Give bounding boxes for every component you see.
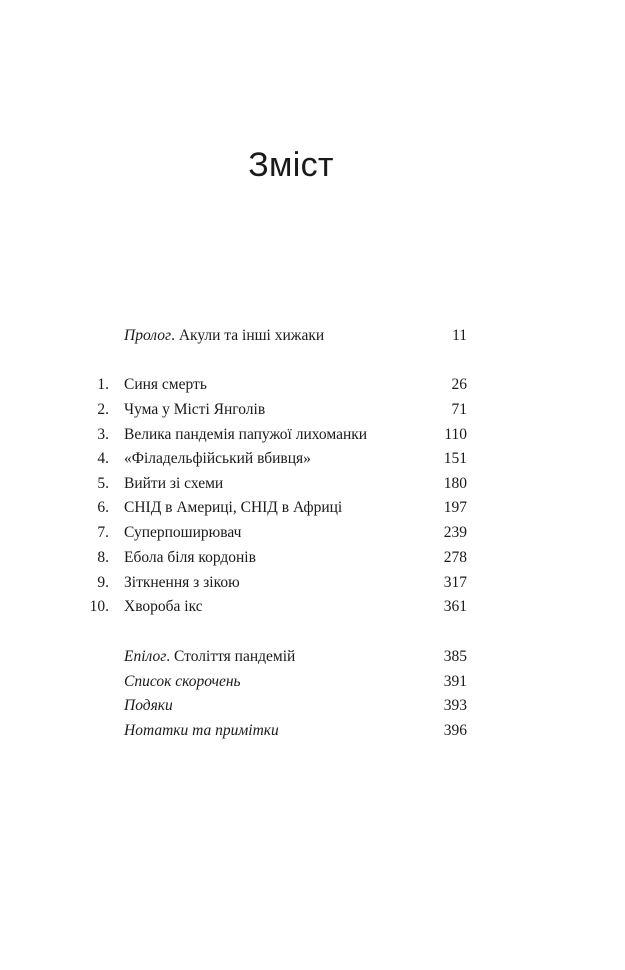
chapter-number: 9. xyxy=(97,574,109,591)
toc-entry-label-italic: Нотатки та примітки xyxy=(124,722,279,739)
toc-entry-page: 391 xyxy=(443,673,467,690)
chapter-title: Велика пандемія папужої лихоманки xyxy=(124,426,368,443)
chapter-page: 317 xyxy=(443,574,467,591)
chapter-number: 7. xyxy=(97,524,109,541)
chapter-number: 10. xyxy=(89,598,109,615)
toc-entry-label xyxy=(124,720,279,742)
toc-entry-back-matter xyxy=(0,695,625,717)
toc-entry-label-rest: . Акули та інші хижаки xyxy=(171,327,325,344)
toc-entry-chapter xyxy=(0,473,625,495)
toc-entry-label xyxy=(124,695,173,717)
toc-entry-chapter xyxy=(0,572,625,594)
chapter-page: 26 xyxy=(451,376,467,393)
toc-entry-label-italic: Подяки xyxy=(124,697,173,714)
toc-entry-epilogue xyxy=(0,646,625,668)
chapter-title: Вийти зі схеми xyxy=(124,475,224,492)
chapter-title: Хвороба ікс xyxy=(124,598,203,615)
chapter-number: 8. xyxy=(97,549,109,566)
toc-entry-chapter xyxy=(0,448,625,470)
toc-entry-back-matter xyxy=(0,671,625,693)
page-title: Зміст xyxy=(248,146,334,184)
toc-entry-chapter xyxy=(0,374,625,396)
toc-entry-label-italic: Список скорочень xyxy=(124,673,241,690)
toc-entry-label-rest: . Століття пандемій xyxy=(166,648,296,665)
chapter-title: СНІД в Америці, СНІД в Африці xyxy=(124,499,343,516)
chapter-number: 1. xyxy=(97,376,109,393)
toc-entry-chapter xyxy=(0,522,625,544)
toc-entry-prologue xyxy=(0,325,625,347)
toc-entry-page: 396 xyxy=(443,722,467,739)
chapter-page: 151 xyxy=(443,450,467,467)
chapter-title: Синя смерть xyxy=(124,376,207,393)
toc-entry-chapter xyxy=(0,399,625,421)
chapter-number: 4. xyxy=(97,450,109,467)
chapter-number: 5. xyxy=(97,475,109,492)
chapter-title: «Філадельфійський вбивця» xyxy=(124,450,311,467)
chapter-page: 180 xyxy=(443,475,467,492)
chapter-title: Чума у Місті Янголів xyxy=(124,401,266,418)
toc-entry-label xyxy=(124,646,295,668)
chapter-page: 239 xyxy=(443,524,467,541)
chapter-page: 71 xyxy=(451,401,467,418)
chapter-page: 278 xyxy=(443,549,467,566)
toc-entry-label xyxy=(124,325,324,347)
toc-entry-chapter xyxy=(0,424,625,446)
chapter-number: 6. xyxy=(97,499,109,516)
chapter-title: Суперпоширювач xyxy=(124,524,242,541)
chapter-title: Зіткнення з зікою xyxy=(124,574,240,591)
chapter-number: 3. xyxy=(97,426,109,443)
chapter-page: 110 xyxy=(444,426,467,443)
toc-entry-label-italic: Пролог xyxy=(124,327,172,344)
toc-entry-chapter xyxy=(0,497,625,519)
chapter-page: 361 xyxy=(443,598,467,615)
chapter-page: 197 xyxy=(443,499,467,516)
toc-entry-page: 11 xyxy=(452,327,467,344)
chapter-title: Ебола біля кордонів xyxy=(124,549,256,566)
toc-entry-page: 393 xyxy=(443,697,467,714)
chapter-number: 2. xyxy=(97,401,109,418)
toc-entry-label xyxy=(124,671,241,693)
toc-entry-chapter xyxy=(0,547,625,569)
toc-entry-chapter xyxy=(0,596,625,618)
toc-entry-label-italic: Епілог xyxy=(124,648,167,665)
toc-entry-back-matter xyxy=(0,720,625,742)
toc-entry-page: 385 xyxy=(443,648,467,665)
